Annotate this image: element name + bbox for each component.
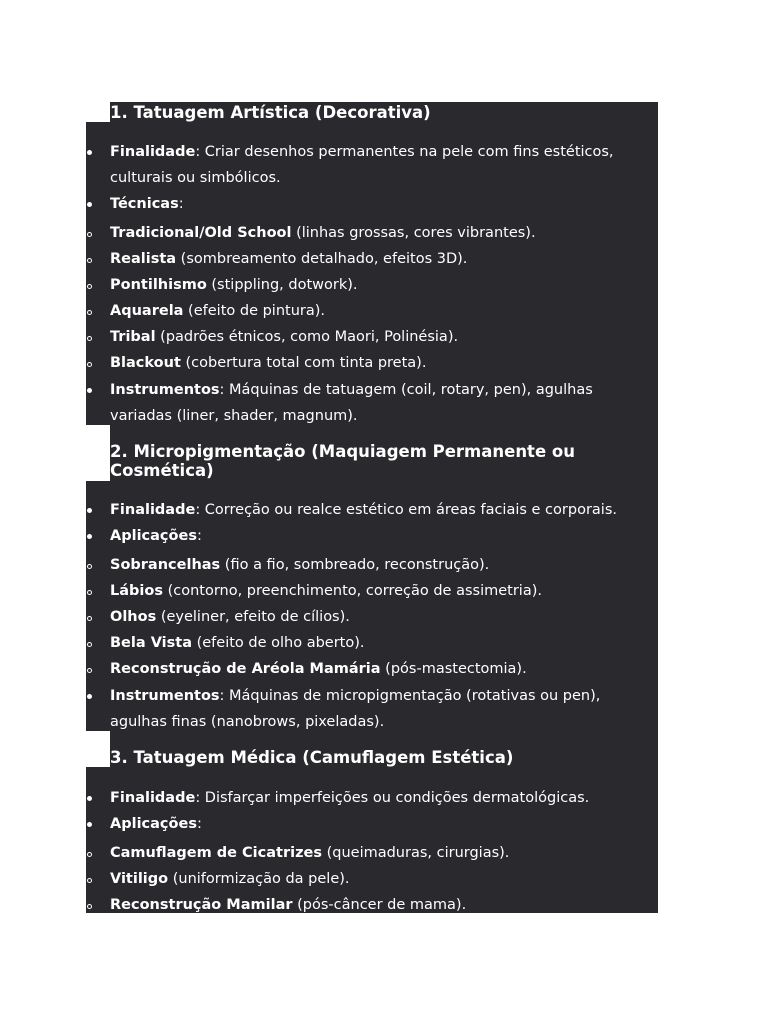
list-item bbox=[110, 811, 660, 837]
item-text: (linhas grossas, cores vibrantes). bbox=[291, 225, 536, 241]
item-text: : bbox=[196, 528, 202, 544]
list-item bbox=[110, 892, 660, 918]
list-item bbox=[110, 298, 660, 324]
item-label: Bela Vista bbox=[110, 635, 192, 651]
bullet-circle-icon bbox=[87, 878, 92, 883]
bullet-circle-icon bbox=[87, 336, 92, 341]
bullet-circle-icon bbox=[87, 258, 92, 263]
list-item bbox=[110, 377, 658, 429]
list-item bbox=[110, 683, 658, 735]
list-item bbox=[110, 523, 660, 549]
bullet-disc-icon bbox=[87, 388, 92, 393]
item-text: (pós-câncer de mama). bbox=[292, 897, 467, 913]
list-item bbox=[110, 497, 660, 523]
bullet-circle-icon bbox=[87, 310, 92, 315]
item-text: (efeito de olho aberto). bbox=[191, 635, 365, 651]
item-label: Tradicional/Old School bbox=[110, 225, 292, 241]
item-label: Realista bbox=[110, 251, 177, 267]
bullet-disc-icon bbox=[87, 534, 92, 539]
section-title-3: 3. Tatuagem Médica (Camuflagem Estética) bbox=[110, 748, 514, 767]
item-text: (efeito de pintura). bbox=[183, 303, 326, 319]
item-text: : Máquinas de micropigmentação (rotativas ou pen), agulhas finas (nanobrows, pixeladas). bbox=[110, 688, 601, 730]
section-title-1: 1. Tatuagem Artística (Decorativa) bbox=[110, 103, 431, 122]
list-item bbox=[110, 604, 660, 630]
list-item bbox=[110, 630, 660, 656]
item-text: (queimaduras, cirurgias). bbox=[321, 845, 510, 861]
item-text: (cobertura total com tinta preta). bbox=[180, 355, 427, 371]
item-label: Instrumentos bbox=[110, 688, 220, 704]
item-label: Tribal bbox=[110, 329, 156, 345]
item-text: (fio a fio, sombreado, reconstrução). bbox=[220, 557, 490, 573]
list-item bbox=[110, 139, 658, 191]
bullet-circle-icon bbox=[87, 616, 92, 621]
list-item bbox=[110, 552, 660, 578]
bullet-disc-icon bbox=[87, 796, 92, 801]
item-label: Camuflagem de Cicatrizes bbox=[110, 845, 322, 861]
list-item bbox=[110, 656, 660, 682]
item-text: : Correção ou realce estético em áreas faciais e corporais. bbox=[195, 502, 617, 518]
item-label: Finalidade bbox=[110, 790, 196, 806]
item-label: Aplicações bbox=[110, 816, 197, 832]
bullet-circle-icon bbox=[87, 668, 92, 673]
item-label: Lábios bbox=[110, 583, 163, 599]
item-text: (eyeliner, efeito de cílios). bbox=[156, 609, 350, 625]
bullet-disc-icon bbox=[87, 822, 92, 827]
list-item bbox=[110, 866, 660, 892]
bullet-disc-icon bbox=[87, 694, 92, 699]
list-item bbox=[110, 324, 660, 350]
item-label: Finalidade bbox=[110, 502, 196, 518]
item-text: (pós-mastectomia). bbox=[380, 661, 527, 677]
item-label: Reconstrução Mamilar bbox=[110, 897, 293, 913]
list-item bbox=[110, 191, 660, 217]
item-label: Aplicações bbox=[110, 528, 197, 544]
item-label: Técnicas bbox=[110, 196, 179, 212]
list-item bbox=[110, 272, 660, 298]
item-text: : Criar desenhos permanentes na pele com fins estéticos, culturais ou simbólicos. bbox=[110, 144, 614, 186]
item-text: : bbox=[178, 196, 184, 212]
item-label: Olhos bbox=[110, 609, 157, 625]
list-item bbox=[110, 350, 660, 376]
bullet-disc-icon bbox=[87, 202, 92, 207]
item-label: Finalidade bbox=[110, 144, 196, 160]
list-item bbox=[110, 785, 660, 811]
item-label: Pontilhismo bbox=[110, 277, 207, 293]
bullet-circle-icon bbox=[87, 852, 92, 857]
item-text: (stippling, dotwork). bbox=[206, 277, 358, 293]
bullet-disc-icon bbox=[87, 150, 92, 155]
list-item bbox=[110, 220, 660, 246]
item-label: Aquarela bbox=[110, 303, 184, 319]
list-item bbox=[110, 840, 660, 866]
bullet-circle-icon bbox=[87, 362, 92, 367]
item-text: : Máquinas de tatuagem (coil, rotary, pen), agulhas variadas (liner, shader, magnum). bbox=[110, 382, 593, 424]
list-item bbox=[110, 578, 660, 604]
item-label: Blackout bbox=[110, 355, 181, 371]
bullet-circle-icon bbox=[87, 590, 92, 595]
bullet-disc-icon bbox=[87, 508, 92, 513]
bullet-circle-icon bbox=[87, 564, 92, 569]
bullet-circle-icon bbox=[87, 232, 92, 237]
item-text: : bbox=[196, 816, 202, 832]
item-text: (sombreamento detalhado, efeitos 3D). bbox=[176, 251, 468, 267]
section-title-2: 2. Micropigmentação (Maquiagem Permanente ou Cosmética) bbox=[110, 442, 575, 480]
bullet-circle-icon bbox=[87, 284, 92, 289]
item-label: Reconstrução de Aréola Mamária bbox=[110, 661, 381, 677]
item-text: (uniformização da pele). bbox=[168, 871, 350, 887]
item-text: (padrões étnicos, como Maori, Polinésia). bbox=[155, 329, 459, 345]
bullet-circle-icon bbox=[87, 642, 92, 647]
item-text: : Disfarçar imperfeições ou condições dermatológicas. bbox=[195, 790, 590, 806]
item-text: (contorno, preenchimento, correção de assimetria). bbox=[162, 583, 542, 599]
item-label: Sobrancelhas bbox=[110, 557, 221, 573]
bullet-circle-icon bbox=[87, 904, 92, 909]
item-label: Instrumentos bbox=[110, 382, 220, 398]
list-item bbox=[110, 246, 660, 272]
item-label: Vitiligo bbox=[110, 871, 169, 887]
